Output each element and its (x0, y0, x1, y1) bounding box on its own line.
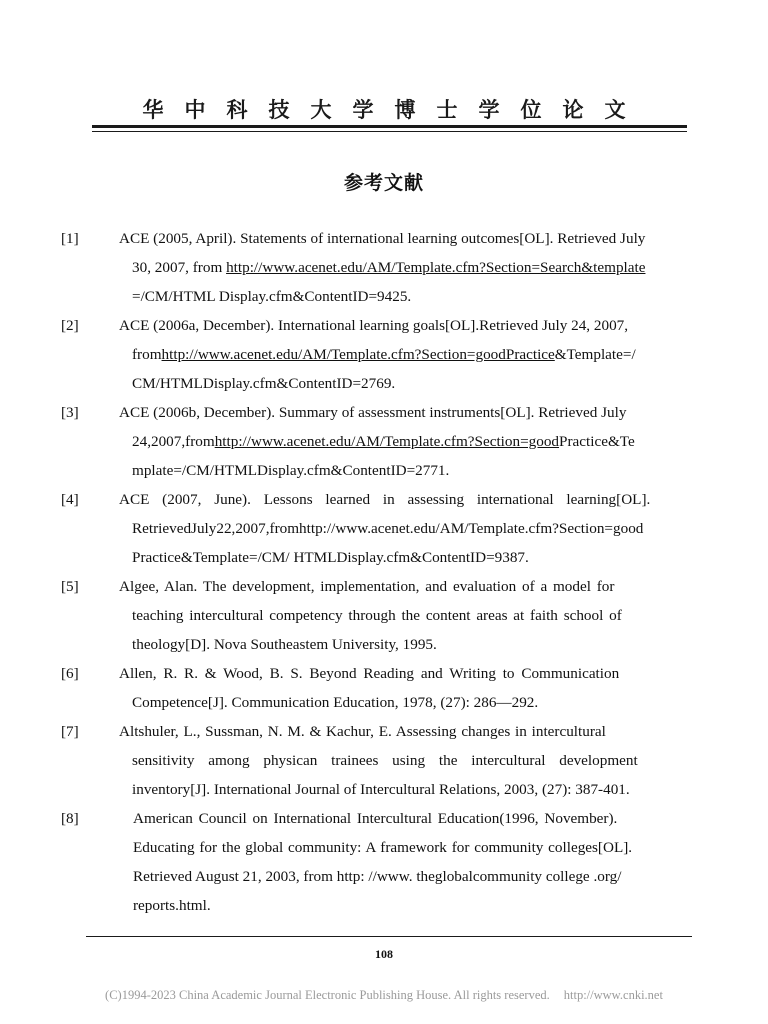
reference-line: inventory[J]. International Journal of Intercultural Relations, 2003, (27): 387-401. (132, 781, 630, 798)
reference-number: [2] (61, 317, 79, 334)
reference-line: Retrieved August 21, 2003, from http: //www. theglobalcommunity college .org/ (133, 868, 622, 885)
section-title: 参考文献 (343, 172, 424, 194)
reference-line: Practice&Template=/CM/ HTMLDisplay.cfm&ContentID=9387. (132, 549, 529, 566)
reference-url[interactable]: http://www.acenet.edu/AM/Template.cfm?Section=Search&template (226, 259, 646, 276)
reference-text: Practice&Te (559, 433, 635, 450)
copyright-text: (C)1994-2023 China Academic Journal Electronic Publishing House. All rights reserved. (105, 988, 550, 1002)
reference-line: Altshuler, L., Sussman, N. M. & Kachur, E. Assessing changes in intercultural (119, 723, 606, 740)
reference-line: American Council on International Intercultural Education(1996, November). (133, 810, 618, 827)
reference-item (61, 485, 686, 572)
header-rule-thick (92, 125, 687, 128)
reference-text: 30, 2007, from (132, 259, 227, 276)
reference-line: ACE (2006b, December). Summary of assessment instruments[OL]. Retrieved July (119, 404, 627, 421)
footer-rule (86, 936, 692, 937)
reference-number: [7] (61, 723, 79, 740)
reference-item (61, 717, 686, 804)
reference-line: CM/HTMLDisplay.cfm&ContentID=2769. (132, 375, 396, 392)
reference-line: =/CM/HTML Display.cfm&ContentID=9425. (132, 288, 412, 305)
reference-line: Competence[J]. Communication Education, 1978, (27): 286—292. (132, 694, 539, 711)
reference-url[interactable]: http://www.acenet.edu/AM/Template.cfm?Section=goodPractice (161, 346, 555, 363)
reference-text: from (132, 346, 162, 363)
reference-text: 24,2007,from (132, 433, 215, 450)
reference-line: ACE (2006a, December). International learning goals[OL].Retrieved July 24, 2007, (119, 317, 629, 334)
reference-list (61, 224, 686, 920)
reference-line (132, 427, 686, 456)
reference-line: sensitivity among physican trainees using the intercultural development (132, 752, 638, 769)
copyright-footer (0, 988, 768, 1003)
reference-line: ACE (2007, June). Lessons learned in assessing international learning[OL]. (119, 491, 651, 508)
reference-line: reports.html. (133, 897, 211, 914)
reference-line (132, 340, 686, 369)
reference-line: theology[D]. Nova Southeastem University, 1995. (132, 636, 437, 653)
page-header-title: 华中科技大学博士学位论文 (142, 97, 647, 122)
reference-item (61, 659, 686, 717)
reference-line: Algee, Alan. The development, implementation, and evaluation of a model for (119, 578, 615, 595)
page-number: 108 (375, 947, 393, 961)
reference-number: [5] (61, 578, 79, 595)
reference-number: [3] (61, 404, 79, 421)
reference-number: [1] (61, 230, 79, 247)
reference-url[interactable]: http://www.acenet.edu/AM/Template.cfm?Section=good (214, 433, 560, 450)
reference-item (61, 572, 686, 659)
reference-item (61, 804, 686, 920)
reference-number: [6] (61, 665, 79, 682)
reference-line (132, 253, 686, 282)
reference-line: Educating for the global community: A framework for community colleges[OL]. (133, 839, 633, 856)
reference-number: [8] (61, 810, 79, 827)
reference-line: RetrievedJuly22,2007,fromhttp://www.acenet.edu/AM/Template.cfm?Section=good (132, 520, 644, 537)
reference-text: &Template=/ (554, 346, 636, 363)
reference-line: teaching intercultural competency through the content areas at faith school of (132, 607, 622, 624)
reference-number: [4] (61, 491, 79, 508)
reference-line: mplate=/CM/HTMLDisplay.cfm&ContentID=2771. (132, 462, 450, 479)
website-link[interactable]: http://www.cnki.net (563, 988, 663, 1002)
reference-item (61, 398, 686, 485)
reference-line: ACE (2005, April). Statements of international learning outcomes[OL]. Retrieved July (119, 230, 646, 247)
reference-line: Allen, R. R. & Wood, B. S. Beyond Reading and Writing to Communication (119, 665, 620, 682)
header-rule-thin (92, 131, 687, 132)
reference-item (61, 224, 686, 311)
reference-item (61, 311, 686, 398)
